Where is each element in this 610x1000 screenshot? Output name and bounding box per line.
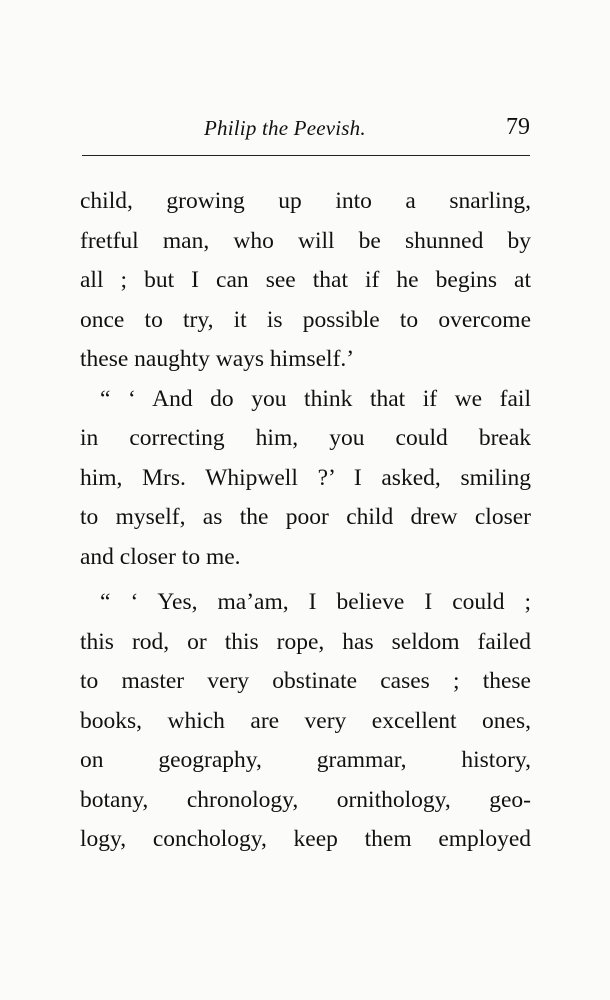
text-line: to master very obstinate cases ; these bbox=[80, 668, 531, 694]
text-line: fretful man, who will be shunned by bbox=[80, 227, 531, 254]
text-line: botany, chronology, ornithology, geo- bbox=[80, 786, 531, 813]
page-number: 79 bbox=[506, 114, 530, 140]
text-line: “ ‘ Yes, ma’am, I believe I could ; bbox=[100, 589, 531, 615]
header-rule bbox=[82, 155, 530, 156]
running-title: Philip the Peevish. bbox=[204, 116, 366, 140]
text-line: books, which are very excellent ones, bbox=[80, 707, 531, 734]
text-line: and closer to me. bbox=[80, 543, 241, 570]
text-line: child, growing up into a snarling, bbox=[80, 188, 531, 214]
text-line: in correcting him, you could break bbox=[80, 425, 531, 451]
running-head bbox=[82, 116, 530, 152]
text-line: to myself, as the poor child drew closer bbox=[80, 504, 531, 530]
body-text bbox=[80, 182, 531, 860]
text-line: all ; but I can see that if he begins at bbox=[80, 267, 531, 293]
text-line: on geography, grammar, history, bbox=[80, 747, 531, 773]
text-line: this rod, or this rope, has seldom failed bbox=[80, 628, 531, 655]
text-line: these naughty ways himself.’ bbox=[80, 346, 355, 372]
text-line: once to try, it is possible to overcome bbox=[80, 306, 531, 333]
text-line: him, Mrs. Whipwell ?’ I asked, smiling bbox=[80, 464, 531, 491]
text-line: logy, conchology, keep them employed bbox=[80, 826, 531, 852]
text-line: “ ‘ And do you think that if we fail bbox=[100, 385, 531, 412]
